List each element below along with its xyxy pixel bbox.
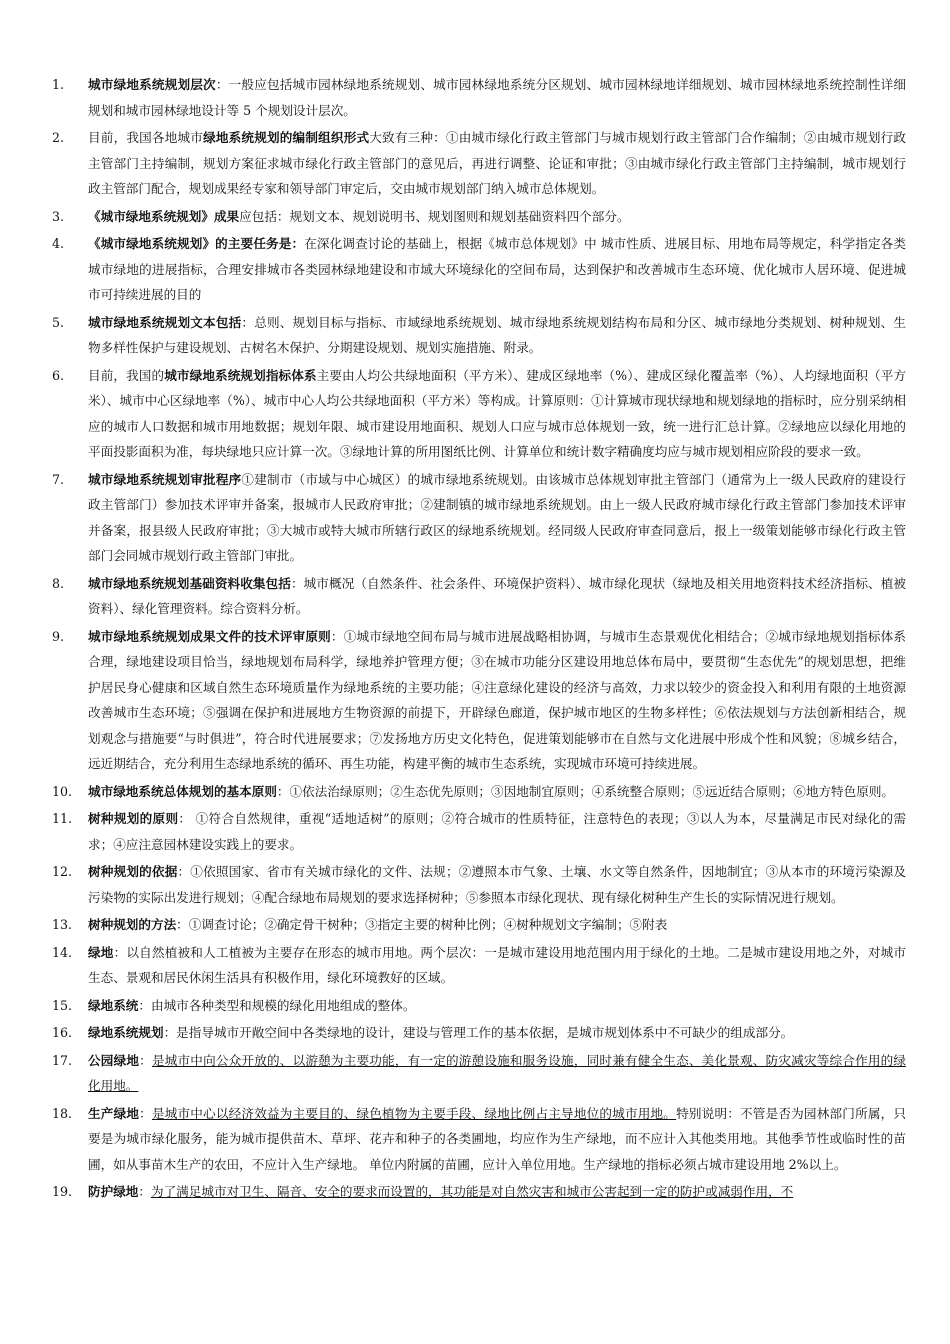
text-run: 目前，我国各地城市 bbox=[88, 130, 204, 145]
list-item bbox=[52, 779, 906, 805]
text-run: ：城市概况（自然条件、社会条件、环境保护资料）、城市绿化现状（绿地及相关用地资料技术经济指标、植被资料）、绿化管理资料。综合资料分析。 bbox=[88, 575, 907, 616]
bold-term: 城市绿地系统规划层次 bbox=[88, 77, 216, 92]
item-number: 19. bbox=[52, 1184, 73, 1199]
list-item bbox=[52, 204, 906, 230]
list-item bbox=[52, 1020, 906, 1046]
list-item bbox=[52, 310, 906, 361]
item-text bbox=[88, 1020, 906, 1046]
item-number: 3. bbox=[52, 208, 65, 224]
list-item bbox=[52, 624, 906, 777]
item-text bbox=[88, 231, 906, 308]
bold-term: 绿地系统 bbox=[88, 997, 139, 1013]
item-number: 1. bbox=[52, 77, 65, 92]
item-text bbox=[88, 1179, 906, 1205]
text-run: ：是指导城市开敞空间中各类绿地的设计，建设与管理工作的基本依据，是城市规划体系中不可缺少的组成部分。 bbox=[163, 1025, 794, 1040]
item-number: 16. bbox=[52, 1025, 73, 1040]
bold-term: 公园绿地 bbox=[88, 1052, 140, 1068]
item-number: 9. bbox=[52, 628, 65, 644]
item-text bbox=[88, 125, 906, 202]
text-run: ：①调查讨论；②确定骨干树种；③指定主要的树种比例；④树种规划文字编制；⑤附表 bbox=[176, 917, 668, 932]
item-text bbox=[88, 467, 906, 569]
bold-term: 城市绿地系统规划基础资料收集包括 bbox=[88, 575, 291, 591]
list-item bbox=[52, 231, 906, 308]
bold-term: 城市绿地系统规划审批程序 bbox=[88, 471, 242, 487]
list-item bbox=[52, 1179, 906, 1205]
item-number: 17. bbox=[52, 1052, 73, 1068]
bold-term: 生产绿地 bbox=[88, 1105, 140, 1121]
bold-term: 城市绿地系统规划指标体系 bbox=[164, 367, 317, 383]
text-run: 主要由人均公共绿地面积（平方米）、建成区绿地率（%）、建成区绿化覆盖率（%）、人均绿地面积（平方米）、城市中心区绿地率（%）、城市中心人均公共绿地面积（平方米）等构成。计算原则：①计算城市现状绿地和规划绿地的指标时，应分别采纳相应的城市人口数据和城市用地数据；规划年限、城市建设用地面积、规划人口应与城市总体规划一致，统一进行汇总计算。②绿地应以绿化用地的平面投影面积为准，每块绿地只应计算一次。③绿地计算的所用图纸比例、计算单位和统计数字精确度均应与城市规划相应阶段的要求一致。 bbox=[88, 367, 907, 459]
text-run: ：①依照国家、省市有关城市绿化的文件、法规；②遵照本市气象、土壤、水文等自然条件，因地制宜；③从本市的环境污染源及污染物的实际出发进行规划；④配合绿地布局规划的要求选择树种；⑤参照本市绿化现状、现有绿化树种生产生长的实际情况进行规划。 bbox=[88, 864, 907, 905]
underlined-definition: 是城市中向公众开放的、以游憩为主要功能，有一定的游憩设施和服务设施，同时兼有健全生态、美化景观、防灾减灾等综合作用的绿化用地。 bbox=[88, 1052, 907, 1093]
item-text bbox=[88, 571, 906, 622]
text-run: 大致有三种：①由城市绿化行政主管部门与城市规划行政主管部门合作编制；②由城市规划行政主管部门主持编制，规划方案征求城市绿化行政主管部门的意见后，再进行调整、论证和审批；③由城市绿化行政主管部门主持编制，城市规划行政主管部门配合，规划成果经专家和领导部门审定后，交由城市规划部门纳入城市总体规划。 bbox=[88, 130, 907, 196]
item-text bbox=[88, 363, 906, 465]
list-item bbox=[52, 72, 906, 123]
bold-term: 树种规划的原则 bbox=[88, 811, 179, 826]
item-text bbox=[88, 859, 906, 910]
text-run: 目前，我国的 bbox=[88, 367, 165, 383]
list-item bbox=[52, 993, 906, 1019]
item-text bbox=[88, 779, 906, 805]
list-item bbox=[52, 467, 906, 569]
bold-term: 绿地系统规划 bbox=[88, 1025, 164, 1040]
item-text bbox=[88, 1048, 906, 1099]
bold-term: 树种规划的方法 bbox=[88, 917, 177, 932]
item-text bbox=[88, 72, 906, 123]
text-run: ： bbox=[139, 1105, 152, 1121]
text-run: ：以自然植被和人工植被为主要存在形态的城市用地。两个层次：一是城市建设用地范围内用于绿化的土地。二是城市建设用地之外，对城市生态、景观和居民休闲生活具有积极作用，绿化环境教好的区域。 bbox=[88, 944, 907, 985]
bold-term: 树种规划的依据 bbox=[88, 864, 178, 879]
bold-term: 绿地系统规划的编制组织形式 bbox=[203, 130, 370, 145]
list-item bbox=[52, 912, 906, 938]
text-run: ： ①符合自然规律，重视“适地适树”的原则；②符合城市的性质特征，注意特色的表现；③以人为本，尽量满足市民对绿化的需求；④应注意园林建设实践上的要求。 bbox=[88, 811, 907, 852]
item-number: 13. bbox=[52, 917, 73, 932]
list-item bbox=[52, 940, 906, 991]
list-item bbox=[52, 859, 906, 910]
text-run: ：①城市绿地空间布局与城市进展战略相协调，与城市生态景观优化相结合；②城市绿地规划指标体系合理，绿地建设项目恰当，绿地规划布局科学，绿地养护管理方便；③在城市功能分区建设用地总体布局中，要贯彻“生态优先”的规划思想，把维护居民身心健康和区域自然生态环境质量作为绿地系统的主要功能；④注意绿化建设的经济与高效，力求以较少的资金投入和利用有限的土地资源改善城市生态环境；⑤强调在保护和进展地方生物资源的前提下，开辟绿色廊道，保护城市地区的生物多样性；⑥依法规划与方法创新相结合，规划观念与措施要“与时俱进”，符合时代进展要求；⑦发扬地方历史文化特色，促进策划能够市在自然与文化进展中形成个性和风貌；⑧城乡结合，远近期结合，充分利用生态绿地系统的循环、再生功能，构建平衡的城市生态系统，实现城市环境可持续进展。 bbox=[88, 628, 907, 771]
underlined-definition: 是城市中心以经济效益为主要目的、绿色植物为主要手段、绿地比例占主导地位的城市用地。 bbox=[151, 1105, 677, 1121]
text-run: ①建制市（市域与中心城区）的城市绿地系统规划。由该城市总体规划审批主管部门（通常为上一级人民政府的建设行政主管部门）参加技术评审并备案，报城市人民政府审批；②建制镇的城市绿地系统规划。由上一级人民政府城市绿化行政主管部门参加技术评审并备案，报县级人民政府审批；③大城市或特大城市所辖行政区的绿地系统规划。经同级人民政府审查同意后，报上一级策划能够市绿化行政主管部门会同城市规划行政主管部门审批。 bbox=[88, 471, 907, 563]
list-item bbox=[52, 1048, 906, 1099]
item-number: 15. bbox=[52, 997, 73, 1013]
item-number: 5. bbox=[52, 314, 65, 330]
item-number: 2. bbox=[52, 130, 65, 145]
text-run: ： bbox=[139, 1052, 152, 1068]
bold-term: 《城市绿地系统规划》的主要任务是： bbox=[88, 236, 305, 251]
list-item bbox=[52, 125, 906, 202]
item-number: 4. bbox=[52, 236, 65, 251]
item-text bbox=[88, 310, 906, 361]
text-run: ： bbox=[138, 1184, 151, 1199]
text-run: 在深化调查讨论的基础上，根据《城市总体规划》中 城市性质、进展目标、用地布局等规定，科学指定各类城市绿地的进展指标，合理安排城市各类园林绿地建设和市域大环境绿化的空间布局，达到保护和改善城市生态环境、优化城市人居环境、促进城市可持续进展的目的 bbox=[88, 236, 906, 302]
item-number: 18. bbox=[52, 1105, 73, 1121]
numbered-list bbox=[52, 72, 906, 1205]
item-text bbox=[88, 940, 906, 991]
item-text bbox=[88, 806, 906, 857]
bold-term: 城市绿地系统规划文本包括 bbox=[88, 314, 242, 330]
item-number: 10. bbox=[52, 783, 73, 799]
bold-term: 城市绿地系统总体规划的基本原则 bbox=[88, 783, 277, 799]
item-text bbox=[88, 624, 906, 777]
bold-term: 防护绿地 bbox=[88, 1184, 139, 1199]
text-run: 应包括：规划文本、规划说明书、规划图则和规划基础资料四个部分。 bbox=[239, 208, 630, 224]
item-text bbox=[88, 993, 906, 1019]
text-run: 特别说明：不管是否为园林部门所属，只要是为城市绿化服务，能为城市提供苗木、草坪、花卉和种子的各类圃地，均应作为生产绿地，而不应计入其他类用地。其他季节性或临时性的苗圃，如从事苗木生产的农田，不应计入生产绿地。 单位内附属的苗圃，应计入单位用地。生产绿地的指标必须占城市建设用地 2%以上。 bbox=[88, 1105, 907, 1172]
list-item bbox=[52, 571, 906, 622]
text-run: ：一般应包括城市园林绿地系统规划、城市园林绿地系统分区规划、城市园林绿地详细规划、城市园林绿地系统控制性详细规划和城市园林绿地设计等 5 个规划设计层次。 bbox=[88, 77, 907, 118]
text-run: ：①依法治绿原则；②生态优先原则；③因地制宜原则；④系统整合原则；⑤远近结合原则；⑥地方特色原则。 bbox=[276, 783, 894, 799]
item-number: 14. bbox=[52, 944, 73, 960]
text-run: ：总则、规划目标与指标、市域绿地系统规划、城市绿地系统规划结构布局和分区、城市绿地分类规划、树种规划、生物多样性保护与建设规划、古树名木保护、分期建设规划、规划实施措施、附录。 bbox=[88, 314, 907, 355]
item-number: 11. bbox=[52, 811, 73, 826]
item-number: 8. bbox=[52, 575, 65, 591]
item-text bbox=[88, 1101, 906, 1178]
list-item bbox=[52, 1101, 906, 1178]
bold-term: 城市绿地系统规划成果文件的技术评审原则 bbox=[88, 628, 331, 644]
bold-term: 《城市绿地系统规划》成果 bbox=[88, 208, 240, 224]
item-text bbox=[88, 912, 906, 938]
item-number: 7. bbox=[52, 471, 65, 487]
bold-term: 绿地 bbox=[88, 944, 114, 960]
item-number: 6. bbox=[52, 367, 65, 383]
item-text bbox=[88, 204, 906, 230]
text-run: ：由城市各种类型和规模的绿化用地组成的整体。 bbox=[138, 997, 416, 1013]
underlined-definition: 为了满足城市对卫生、隔音、安全的要求而设置的，其功能是对自然灾害和城市公害起到一定的防护或减弱作用，不 bbox=[150, 1184, 794, 1199]
list-item bbox=[52, 363, 906, 465]
item-number: 12. bbox=[52, 864, 73, 879]
list-item bbox=[52, 806, 906, 857]
